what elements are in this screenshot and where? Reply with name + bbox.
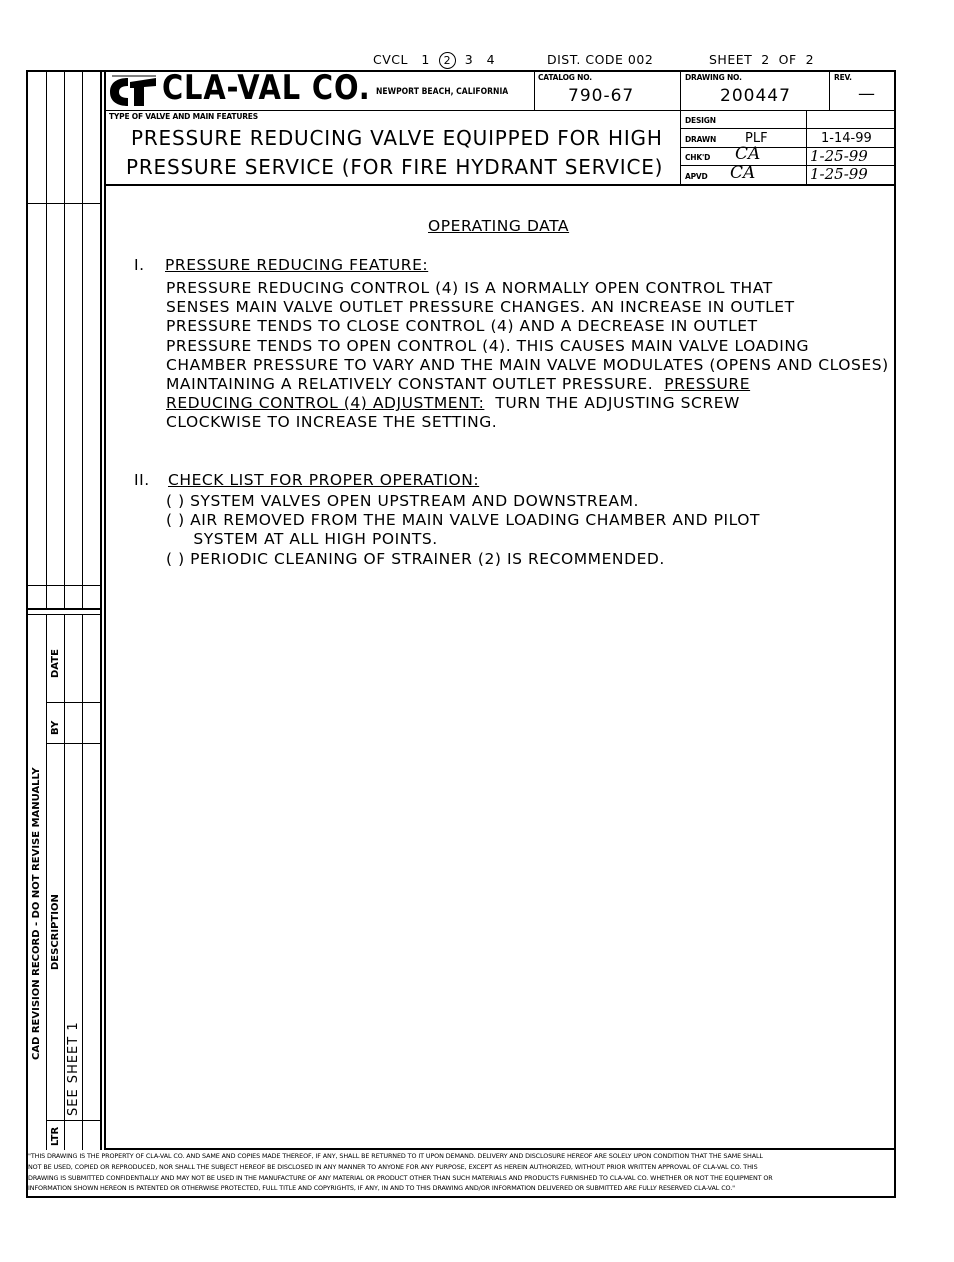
frame-right [894,70,896,1198]
legal-line: INFORMATION SHOWN HEREON IS PATENTED OR OTHERWISE PROTECTED, FULL TITLE AND COPYRIGHTS, IF ANY, IN AND TO THIS DRAWING AND/OR INFORMATION DELIVERED OR SUBMITTED ARE FULLY RESERVED CLA-VAL CO." [28,1184,735,1193]
section-2-title: CHECK LIST FOR PROPER OPERATION: [168,471,480,489]
title-line-1: PRESSURE REDUCING VALVE EQUIPPED FOR HIGH [131,126,663,150]
operating-data-heading: OPERATING DATA [428,217,570,235]
rev-row-top [26,614,102,615]
rev-description-label: DESCRIPTION [50,894,61,970]
sheet-number: SHEET 2 OF 2 [709,52,815,67]
drawn-date: 1-14-99 [821,131,872,146]
drawn-by: PLF [745,131,768,146]
tb-col-catalog [534,70,535,111]
rev-col-3 [82,614,83,1150]
legal-line: NOT BE USED, COPIED OR REPRODUCED, NOR SHALL THE SUBJECT HEREOF BE DISCLOSED IN ANY MANNER TO ANYONE FOR ANY PURPOSE, EXCEPT AS HEREIN AUTHORIZED, WITHOUT PRIOR WRITTEN APPROVAL OF CLA-VAL CO. THIS [28,1162,758,1171]
section-2-number: II. [134,471,150,489]
tb-col-rev [829,70,830,111]
rev-value: — [858,84,876,104]
tb-left [104,72,106,184]
margin-row-1 [26,203,102,204]
section-1-line: SENSES MAIN VALVE OUTLET PRESSURE CHANGES. AN INCREASE IN OUTLET [166,298,795,317]
section-1-line: CLOCKWISE TO INCREASE THE SETTING. [166,413,498,432]
margin-row-3 [26,608,102,610]
section-1-line: MAINTAINING A RELATIVELY CONSTANT OUTLET PRESSURE. PRESSURE [166,375,751,394]
checklist [166,492,760,569]
checklist-item: ( ) AIR REMOVED FROM THE MAIN VALVE LOADING CHAMBER AND PILOT [166,511,761,530]
cad-revision-note: CAD REVISION RECORD - DO NOT REVISE MANUALLY [31,767,42,1060]
section-1-line: PRESSURE REDUCING CONTROL (4) IS A NORMALLY OPEN CONTROL THAT [166,279,773,297]
rev-see-sheet: SEE SHEET 1 [66,1021,81,1116]
tb-row-1 [104,110,896,111]
frame-left [26,70,28,1198]
margin-col-3 [82,70,83,610]
adjustment-heading-part-2: REDUCING CONTROL (4) ADJUSTMENT: [166,394,485,413]
rev-ltr-label: LTR [50,1126,61,1146]
drawing-number: 200447 [720,86,791,106]
company-location: NEWPORT BEACH, CALIFORNIA [376,87,509,97]
frame-top [26,70,896,72]
apvd-date: 1-25-99 [810,165,868,183]
apvd-by-signature: CA [730,163,756,183]
section-1-number: I. [134,256,145,274]
drawn-label: DRAWN [685,135,717,144]
cycle-2-circled: 2 [439,52,456,69]
section-1-line: REDUCING CONTROL (4) ADJUSTMENT: TURN THE ADJUSTING SCREW [166,394,740,413]
company-name: CLA-VAL CO. [162,68,371,108]
chkd-date: 1-25-99 [810,147,868,165]
cycle-1: 1 [421,52,430,67]
legal-line: "THIS DRAWING IS THE PROPERTY OF CLA-VAL CO. AND SAME AND COPIES MADE THEREOF, IF ANY, SHALL BE RETURNED TO IT UPON DEMAND. DELIVERY AND DISCLOSURE HEREOF ARE SOLELY UPON CONDITION THAT THE SAME SHALL [28,1152,763,1160]
main-left [104,186,106,1150]
type-label: TYPE OF VALVE AND MAIN FEATURES [109,112,258,121]
adjustment-heading-part-1: PRESSURE [664,375,751,394]
frame-bottom [26,1196,896,1198]
chkd-by-signature: CA [735,144,761,164]
rev-col-2 [64,614,65,1150]
rev-by-label: BY [50,720,61,735]
design-label: DESIGN [685,116,716,125]
section-1-line: PRESSURE TENDS TO CLOSE CONTROL (4) AND A DECREASE IN OUTLET [166,317,758,336]
checklist-item: ( ) PERIODIC CLEANING OF STRAINER (2) IS RECOMMENDED. [166,549,665,568]
cvcl-cycle: CVCL 1 2 3 4 [373,52,496,67]
rev-date-label: DATE [50,649,61,678]
checklist-item: ( ) SYSTEM VALVES OPEN UPSTREAM AND DOWNSTREAM. [166,492,640,510]
main-bottom [104,1148,896,1150]
margin-col-2 [64,70,65,610]
cla-val-logo-icon [108,74,158,108]
legal-line: DRAWING IS SUBMITTED CONFIDENTIALLY AND MAY NOT BE USED IN THE MANUFACTURE OF ANY MATERIAL OR PRODUCT OTHER THAN SUCH MATERIALS AND PRODUCTS FURNISHED TO CLA-VAL CO. WHETHER OR NOT THE EQUIPMENT OR [28,1173,773,1182]
catalog-number: 790-67 [568,86,635,106]
cycle-4: 4 [486,52,496,67]
rev-col-1 [46,614,47,1150]
tb-row-bottom [104,184,896,186]
drawing-label: DRAWING NO. [685,73,742,82]
dist-code: DIST. CODE 002 [547,52,654,67]
cycle-3: 3 [464,52,474,67]
title-line-2: PRESSURE SERVICE (FOR FIRE HYDRANT SERVICE) [126,155,664,179]
rev-row-ltr [46,1120,102,1121]
section-1-body [166,279,889,433]
section-1-title: PRESSURE REDUCING FEATURE: [165,256,429,274]
tb-row-design [680,128,896,129]
rev-label: REV. [834,73,852,82]
section-1-line: CHAMBER PRESSURE TO VARY AND THE MAIN VALVE MODULATES (OPENS AND CLOSES) [166,355,889,374]
margin-col-4 [100,70,102,1150]
chkd-label: CHK'D [685,153,711,162]
apvd-label: APVD [685,172,708,181]
section-1-line: PRESSURE TENDS TO OPEN CONTROL (4). THIS CAUSES MAIN VALVE LOADING [166,336,810,355]
checklist-item-continued: SYSTEM AT ALL HIGH POINTS. [166,530,438,549]
margin-col-1 [46,70,47,610]
margin-row-2 [26,585,102,586]
catalog-label: CATALOG NO. [538,73,592,82]
rev-row-by [46,743,102,744]
rev-row-date [46,702,102,703]
legal-notice [28,1151,894,1194]
